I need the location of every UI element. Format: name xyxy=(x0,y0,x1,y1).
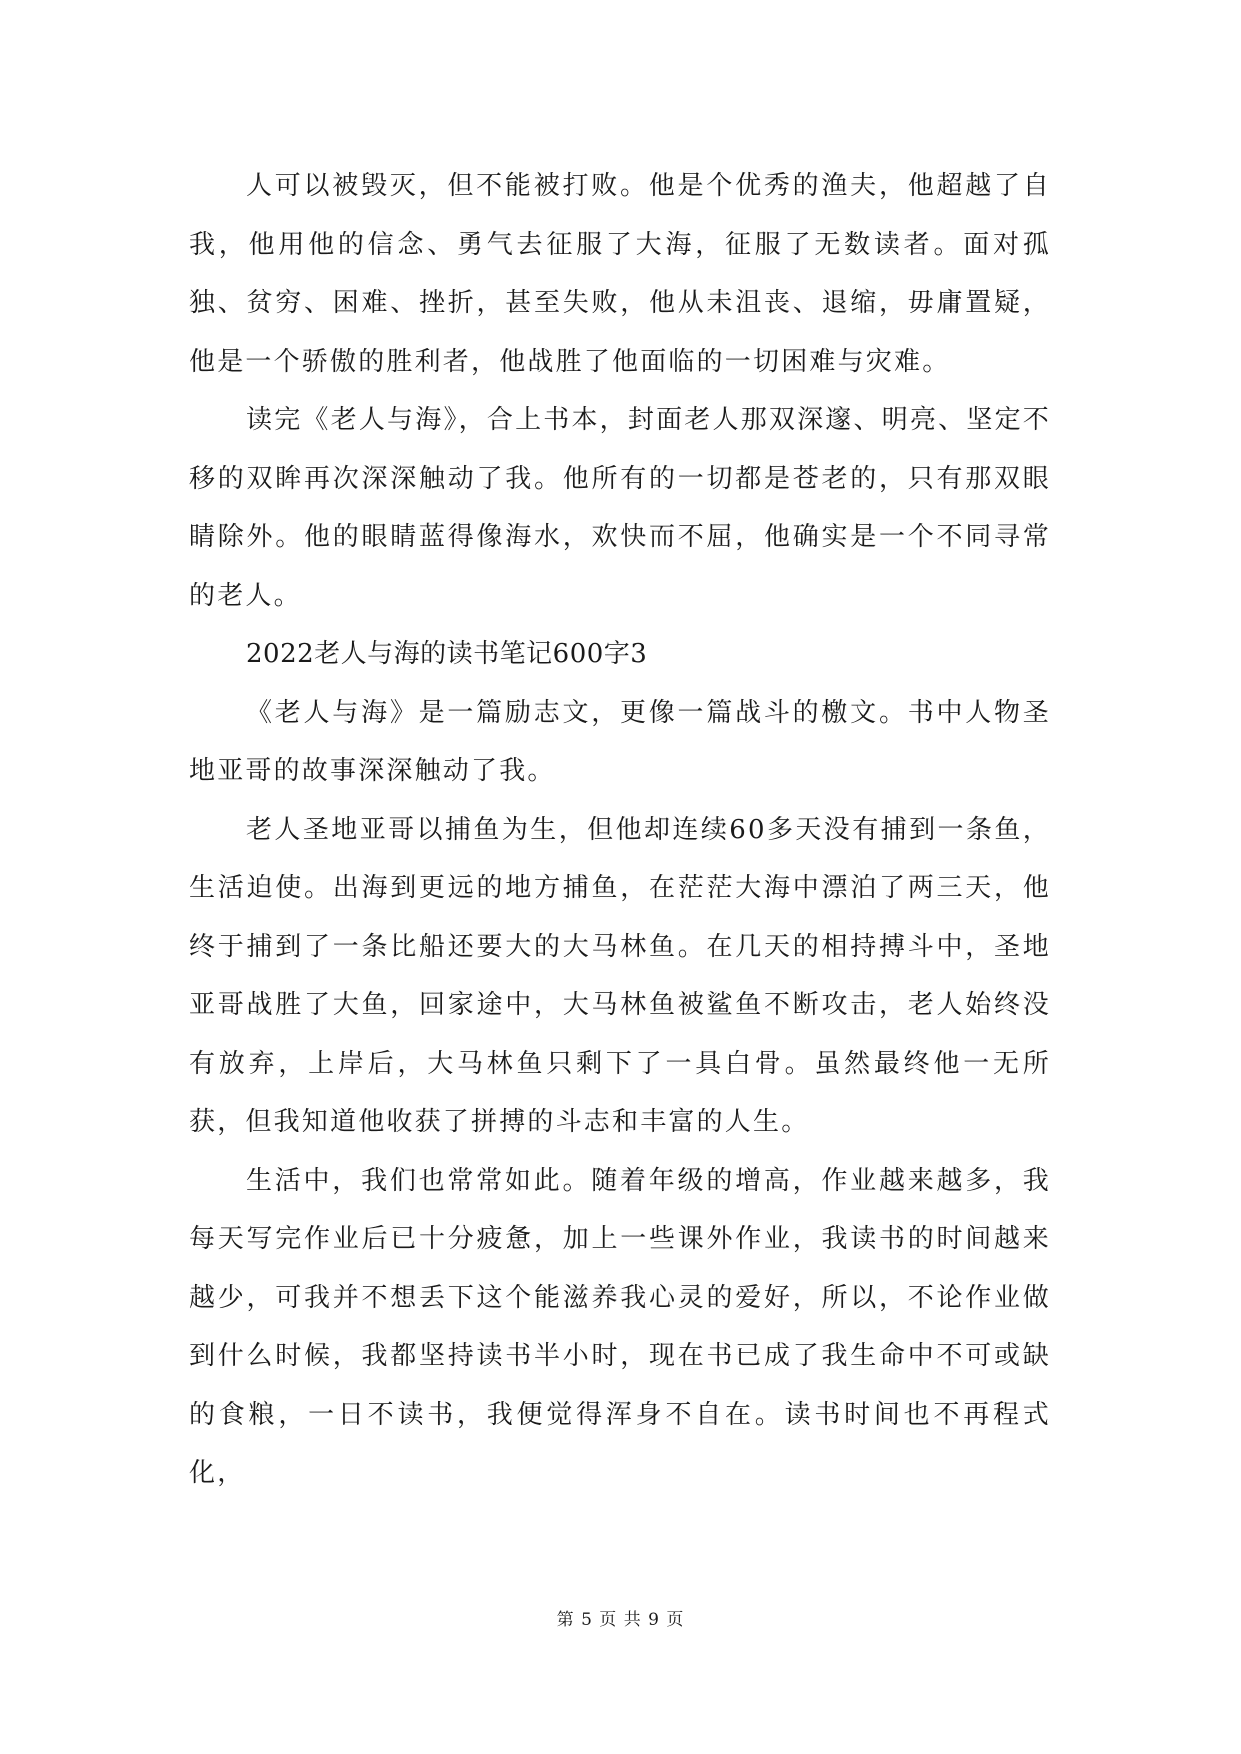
paragraph-1: 人可以被毁灭，但不能被打败。他是个优秀的渔夫，他超越了自我，他用他的信念、勇气去征服了大海，征服了无数读者。面对孤独、贫穷、困难、挫折，甚至失败，他从未沮丧、退缩，毋庸置疑，他是一个骄傲的胜利者，他战胜了他面临的一切困难与灾难。 xyxy=(189,171,1051,377)
paragraph-5: 生活中，我们也常常如此。随着年级的增高，作业越来越多，我每天写完作业后已十分疲惫，加上一些课外作业，我读书的时间越来越少，可我并不想丢下这个能滋养我心灵的爱好，所以，不论作业做到什么时候，我都坚持读书半小时，现在书已成了我生命中不可或缺的食粮，一日不读书，我便觉得浑身不自在。读书时间也不再程式化， xyxy=(189,1165,1051,1488)
paragraph-2: 读完《老人与海》，合上书本，封面老人那双深邃、明亮、坚定不移的双眸再次深深触动了我。他所有的一切都是苍老的，只有那双眼睛除外。他的眼睛蓝得像海水，欢快而不屈，他确实是一个不同寻常的老人。 xyxy=(189,405,1051,611)
paragraph-4: 老人圣地亚哥以捕鱼为生，但他却连续60多天没有捕到一条鱼，生活迫使。出海到更远的地方捕鱼，在茫茫大海中漂泊了两三天，他终于捕到了一条比船还要大的大马林鱼。在几天的相持搏斗中，圣地亚哥战胜了大鱼，回家途中，大马林鱼被鲨鱼不断攻击，老人始终没有放弃，上岸后，大马林鱼只剩下了一具白骨。虽然最终他一无所获，但我知道他收获了拼搏的斗志和丰富的人生。 xyxy=(189,814,1051,1137)
paragraph-3: 《老人与海》是一篇励志文，更像一篇战斗的檄文。书中人物圣地亚哥的故事深深触动了我。 xyxy=(189,697,1051,786)
page-footer: 第 5 页 共 9 页 xyxy=(556,1610,685,1630)
section-heading: 2022老人与海的读书笔记600字3 xyxy=(246,639,648,669)
body-text xyxy=(189,157,1051,1503)
